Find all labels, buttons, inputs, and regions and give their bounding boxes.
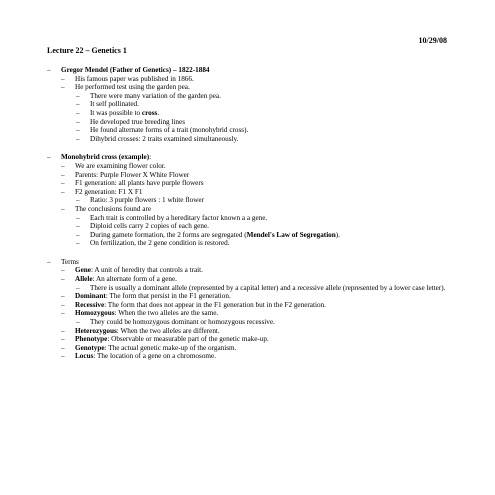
term-definition: : The location of a gene on a chromosome. [93, 352, 216, 361]
dash-bullet: – [76, 100, 80, 109]
term-heterozygous [47, 327, 447, 336]
term-definition: : The form that does not appear in the F1 generation but in the F2 generation. [104, 300, 326, 309]
dash-bullet: – [76, 318, 80, 327]
lecture-date: 10/29/08 [418, 36, 447, 45]
dash-bullet: – [61, 266, 65, 275]
term-name: Recessive [75, 300, 105, 309]
outline-item-alternate-forms [47, 126, 447, 135]
mendel-paper: His famous paper was published in 1866. [75, 74, 194, 83]
outline-item-examining [47, 162, 447, 171]
dash-bullet: – [76, 239, 80, 248]
dash-bullet: – [76, 117, 80, 126]
mendel-heading: Gregor Mendel (Father of Genetics) – 1822-1884 [61, 66, 210, 74]
outline-item-dihybrid [47, 135, 447, 144]
outline-item-terms-heading [47, 258, 447, 267]
outline-item-experiment [47, 83, 447, 92]
outline-item-fertilization [47, 239, 447, 248]
term-gene [47, 266, 447, 275]
monohybrid-f2: F2 generation: F1 X F1 [75, 187, 143, 196]
cross-term: cross [141, 108, 158, 117]
term-definition: : Observable or measurable part of the genetic make-up. [107, 335, 269, 344]
dash-bullet: – [61, 300, 65, 309]
dash-bullet: – [61, 170, 65, 179]
monohybrid-examining: We are examining flower color. [75, 161, 166, 170]
term-definition: : An alternate form of a gene. [92, 275, 177, 284]
term-definition: : The form that persist in the F1 generation. [105, 292, 231, 301]
monohybrid-conclusions: The conclusions found are [75, 204, 152, 213]
outline-item-paper [47, 75, 447, 84]
homozygous-note: They could be homozygous dominant or homozygous recessive. [90, 318, 275, 327]
outline-item-f1 [47, 179, 447, 188]
allele-note: There is usually a dominant allele (represented by a capital letter) and a recessive allele (represented by a lower case letter). [90, 283, 446, 292]
dash-bullet: – [76, 283, 80, 292]
lecture-title: Lecture 22 – Genetics 1 [47, 46, 127, 55]
term-phenotype [47, 335, 447, 344]
mendel-alternate-forms: He found alternate forms of a trait (monohybrid cross). [90, 126, 249, 135]
monohybrid-parents: Parents: Purple Flower X White Flower [75, 170, 190, 179]
section-terms [47, 258, 447, 361]
section-mendel [47, 66, 447, 143]
dash-bullet: – [61, 343, 65, 352]
dash-bullet: – [61, 292, 65, 301]
gamete-prefix: During gamete formation, the 2 forms are segregated ( [90, 230, 247, 239]
term-dominant [47, 292, 447, 301]
monohybrid-fertilization: On fertilization, the 2 gene condition is restored. [90, 239, 230, 248]
term-definition: : When the two alleles are different. [116, 326, 220, 335]
dash-bullet: – [47, 257, 51, 266]
monohybrid-diploid: Diploid cells carry 2 copies of each gene. [90, 222, 209, 231]
term-recessive [47, 301, 447, 310]
dash-bullet: – [76, 222, 80, 231]
section-monohybrid [47, 153, 447, 248]
monohybrid-ratio: Ratio: 3 purple flowers : 1 white flower [90, 196, 204, 205]
term-name: Dominant [75, 292, 106, 301]
mendel-experiment: He performed test using the garden pea. [75, 83, 190, 92]
monohybrid-heading-suffix: : [149, 153, 152, 162]
dash-bullet: – [76, 108, 80, 117]
monohybrid-f1: F1 generation: all plants have purple flowers [75, 179, 204, 188]
dash-bullet: – [61, 187, 65, 196]
gamete-suffix: ). [335, 230, 340, 239]
dash-bullet: – [61, 83, 65, 92]
cross-prefix: It was possible to [90, 108, 142, 117]
dash-bullet: – [47, 66, 51, 74]
dash-bullet: – [76, 126, 80, 135]
term-definition: : The actual genetic make-up of the organism. [104, 343, 237, 352]
term-locus [47, 352, 447, 361]
outline-item-mendel-heading [47, 66, 447, 75]
dash-bullet: – [61, 309, 65, 318]
terms-heading: Terms [61, 257, 79, 266]
lecture-outline [47, 56, 447, 361]
dash-bullet: – [61, 352, 65, 361]
dash-bullet: – [61, 161, 65, 170]
monohybrid-heading: Monohybrid cross (example) [61, 153, 150, 162]
term-definition: : When the two alleles are the same. [114, 309, 219, 318]
term-allele [47, 275, 447, 284]
mendel-true-breeding: He developed true breeding lines [90, 117, 185, 126]
dash-bullet: – [61, 74, 65, 83]
outline-item-gene [47, 214, 447, 223]
dash-bullet: – [61, 179, 65, 188]
outline-item-true-breeding [47, 118, 447, 127]
dash-bullet: – [61, 275, 65, 284]
term-genotype [47, 344, 447, 353]
outline-item-parents [47, 171, 447, 180]
term-name: Heterozygous [75, 326, 117, 335]
dash-bullet: – [61, 326, 65, 335]
term-name: Homozygous [75, 309, 115, 318]
dash-bullet: – [76, 134, 80, 143]
mendel-dihybrid: Dihybrid crosses: 2 traits examined simultaneously. [90, 134, 239, 143]
dash-bullet: – [47, 153, 51, 162]
outline-item-variations [47, 92, 447, 101]
term-homozygous-note [47, 318, 447, 327]
term-name: Locus [75, 352, 94, 361]
dash-bullet: – [76, 213, 80, 222]
outline-item-self-pollinated [47, 100, 447, 109]
term-allele-note [47, 284, 447, 293]
mendel-self-pollinated: It self pollinated. [90, 100, 139, 109]
dash-bullet: – [61, 335, 65, 344]
dash-bullet: – [76, 196, 80, 205]
term-name: Allele [75, 275, 93, 284]
cross-suffix: . [157, 108, 160, 117]
term-name: Genotype [75, 343, 105, 352]
mendel-variations: There were many variation of the garden pea. [90, 91, 221, 100]
outline-item-monohybrid-heading [47, 153, 447, 162]
term-homozygous [47, 309, 447, 318]
dash-bullet: – [76, 91, 80, 100]
outline-item-cross [47, 109, 447, 118]
term-definition: : A unit of heredity that controls a trait. [90, 266, 203, 275]
outline-item-ratio [47, 196, 447, 205]
outline-item-f2 [47, 188, 447, 197]
term-name: Phenotype [75, 335, 108, 344]
monohybrid-gene: Each trait is controlled by a hereditary factor known a a gene. [90, 213, 268, 222]
outline-item-gamete [47, 231, 447, 240]
term-name: Gene [75, 266, 91, 275]
outline-item-diploid [47, 222, 447, 231]
law-of-segregation: Mendel's Law of Segregation [246, 230, 336, 239]
outline-item-conclusions [47, 205, 447, 214]
dash-bullet: – [61, 204, 65, 213]
dash-bullet: – [76, 230, 80, 239]
